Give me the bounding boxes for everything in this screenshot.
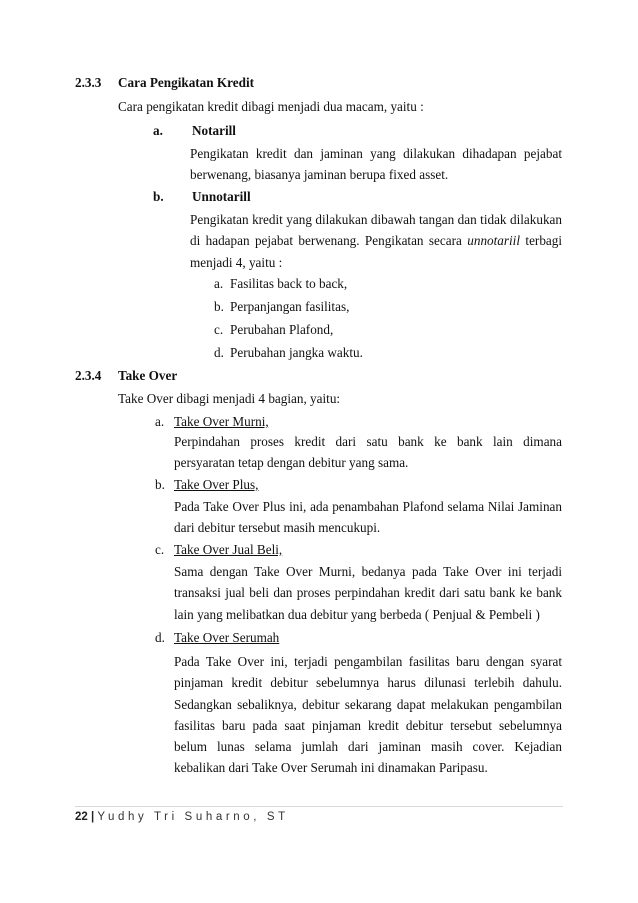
footer-separator: | [91, 811, 95, 823]
subitem-marker: a. [214, 276, 224, 291]
subitem-marker: c. [214, 322, 224, 337]
item-text-unnotarill [190, 209, 562, 273]
item-marker: c. [155, 542, 165, 557]
subitem-text: Perubahan jangka waktu. [230, 345, 363, 360]
section-intro: Cara pengikatan kredit dibagi menjadi dua macam, yaitu : [118, 99, 424, 114]
item-title-take-over-jual-beli: Take Over Jual Beli, [174, 542, 283, 557]
section-title-cara-pengikatan-kredit: Cara Pengikatan Kredit [118, 75, 255, 90]
footer-author: Yudhy Tri Suharno, ST [97, 811, 289, 823]
page-number: 22 [75, 811, 88, 823]
text-italic: unnotariil [467, 233, 521, 249]
item-text-take-over-jual-beli: Sama dengan Take Over Murni, bedanya pada Take Over ini terjadi transaksi jual beli dan proses perpindahan kredit dari satu bank ke bank lain yang melibatkan dua debitur yang berbeda ( Penjual & Pembeli ) [174, 564, 562, 622]
section-number-2-3-3: 2.3.3 [75, 75, 102, 90]
text-before: Pengikatan kredit yang dilakukan dibawah tangan dan tidak dilakukan di hadapan pejabat berwenang. Pengikatan secara [190, 212, 562, 249]
item-marker: d. [155, 630, 165, 645]
section-number-2-3-4: 2.3.4 [75, 368, 102, 383]
subitem-text: Perpanjangan fasilitas, [230, 299, 350, 314]
subitem-text: Fasilitas back to back, [230, 276, 348, 291]
item-text-take-over-murni: Perpindahan proses kredit dari satu bank ke bank lain dimana persyaratan tetap dengan debitur yang sama. [174, 434, 562, 471]
item-title-unnotarill: Unnotarill [192, 189, 251, 204]
subitem-marker: b. [214, 299, 224, 314]
item-marker: a. [155, 414, 165, 429]
item-title-take-over-murni: Take Over Murni, [174, 414, 269, 429]
subitem-text: Perubahan Plafond, [230, 322, 334, 337]
section-title-take-over: Take Over [118, 368, 178, 383]
text-after: terbagi menjadi 4, yaitu : [190, 233, 563, 270]
page-footer [75, 811, 289, 823]
footer-divider [75, 806, 563, 807]
item-title-take-over-serumah: Take Over Serumah [174, 630, 280, 645]
section-intro: Take Over dibagi menjadi 4 bagian, yaitu: [118, 391, 341, 406]
item-title-take-over-plus: Take Over Plus, [174, 477, 259, 492]
item-marker: a. [153, 123, 163, 138]
item-text-notarill: Pengikatan kredit dan jaminan yang dilakukan dihadapan pejabat berwenang, biasanya jaminan berupa fixed asset. [190, 146, 562, 183]
subitem-marker: d. [214, 345, 224, 360]
item-marker: b. [153, 189, 164, 204]
item-text-take-over-plus: Pada Take Over Plus ini, ada penambahan Plafond selama Nilai Jaminan dari debitur tersebut masih mencukupi. [174, 499, 562, 536]
item-marker: b. [155, 477, 165, 492]
item-title-notarill: Notarill [192, 123, 236, 138]
item-text-take-over-serumah: Pada Take Over ini, terjadi pengambilan fasilitas baru dengan syarat pinjaman kredit debitur sebelumnya harus dilunasi terlebih dahulu. Sedangkan sebaliknya, debitur sekarang dapat melakukan pengambilan fasilitas baru pada saat pinjaman kredit debitur tersebut sebelumnya belum lunas selama jumlah dari jaminan masih cover. Kejadian kebalikan dari Take Over Serumah ini dinamakan Paripasu. [174, 654, 562, 776]
